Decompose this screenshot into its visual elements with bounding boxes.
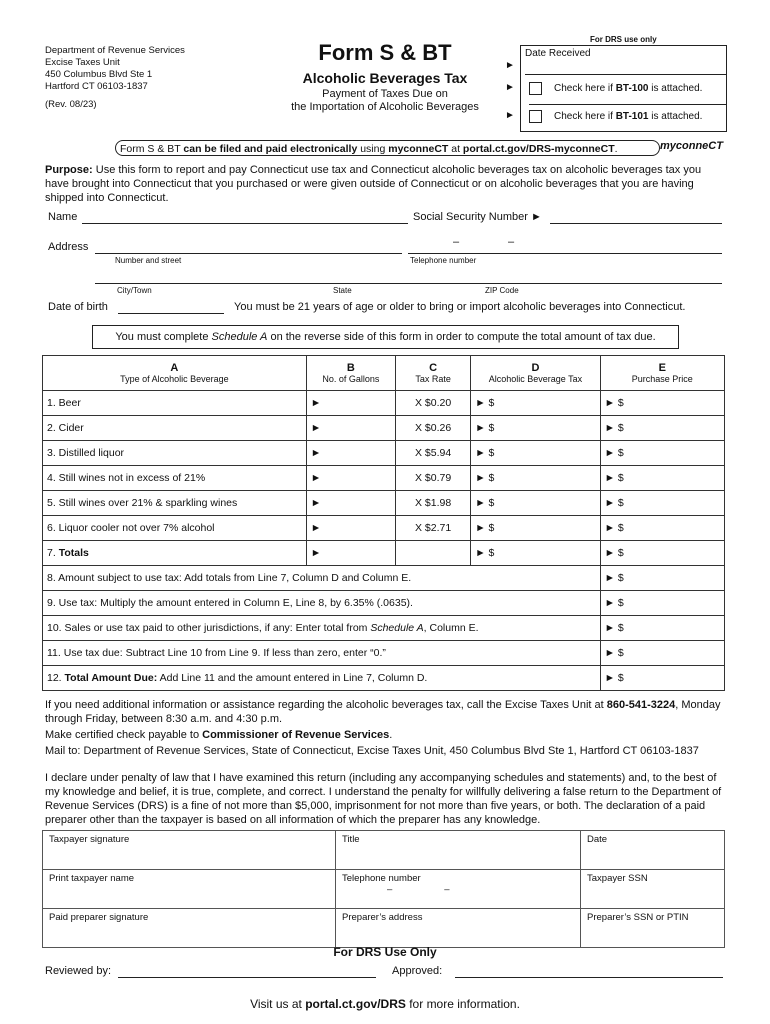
efile-text: at [448,143,463,155]
city-state-zip-field[interactable] [95,283,722,284]
info-paragraph [45,698,725,726]
col-label: Type of Alcoholic Beverage [120,374,229,384]
line-label [43,616,601,641]
signature-row [43,831,725,870]
payable-paragraph [45,728,725,742]
drs-box [520,45,727,132]
col-label: Purchase Price [631,374,693,384]
purchase-price-field[interactable]: ► $ [600,441,724,466]
totals-label: Totals [58,547,89,559]
bt101-text-end: is attached. [648,111,703,122]
dept-line: Hartford CT 06103-1837 [45,81,148,92]
col-letter: B [346,362,355,374]
note-italic: Schedule A [211,331,268,343]
footer [0,997,770,1011]
date-field[interactable]: Date [581,831,725,870]
tax-rate: X $0.79 [396,466,471,491]
row-label: 6. Liquor cooler not over 7% alcohol [43,516,307,541]
col-label: Tax Rate [415,374,451,384]
table-row [43,391,725,416]
line-text: , Column E. [423,622,479,634]
efile-banner [115,140,660,156]
tax-rate: X $0.20 [396,391,471,416]
line-text: 10. Sales or use tax paid to other jurisdictions, if any: Enter total from [47,622,371,634]
line-11-row [43,641,725,666]
arrow-icon: ► [505,60,515,71]
purpose-label: Purpose: [45,164,93,176]
preparer-signature-field[interactable]: Paid preparer signature [43,909,336,948]
dob-label: Date of birth [48,301,108,313]
row-label: 2. Cider [43,416,307,441]
approved-label: Approved: [392,965,443,977]
line-label: 8. Amount subject to use tax: Add totals from Line 7, Column D and Column E. [43,566,601,591]
tax-rate: X $1.98 [396,491,471,516]
name-label: Name [48,211,78,223]
bt100-text-end: is attached. [648,83,703,94]
purpose-text [45,163,725,205]
line-label: 9. Use tax: Multiply the amount entered in Column E, Line 8, by 6.35% (.0635). [43,591,601,616]
line-label: 11. Use tax due: Subtract Line 10 from Line 9. If less than zero, enter “0.” [43,641,601,666]
row-label: 3. Distilled liquor [43,441,307,466]
schedule-a-note [92,325,679,349]
tax-rate: X $0.26 [396,416,471,441]
mail-paragraph: Mail to: Department of Revenue Services, State of Connecticut, Excise Taxes Unit, 450 Columbus Blvd Ste 1, Hartford CT 06103-1837 [45,745,699,757]
dept-line: 450 Columbus Blvd Ste 1 [45,69,153,80]
table-row [43,441,725,466]
table-row [43,491,725,516]
line-bold: Total Amount Due: [64,672,158,684]
bt101-text: Check here if [554,111,616,122]
line-italic: Schedule A [370,622,424,634]
beverage-tax-total-field[interactable]: ► $ [471,541,600,566]
info-text: , Monday through Friday, between 8:30 a.m. and 4:30 p.m. [45,699,721,725]
line-11-field[interactable]: ► $ [600,641,724,666]
note-text: You must complete [115,331,212,343]
col-letter: A [170,362,179,374]
bt101-row [529,104,726,129]
dob-field[interactable] [118,313,224,314]
dept-line: Department of Revenue Services [45,45,185,56]
beverage-tax-field[interactable]: ► $ [471,491,600,516]
payee: Commissioner of Revenue Services [202,729,390,741]
gallons-field[interactable]: ► [306,391,395,416]
efile-bold: myconneCT [388,143,449,155]
col-letter: D [531,362,540,374]
line-10-field[interactable]: ► $ [600,616,724,641]
line-text: 12. [47,672,65,684]
drs-use-label: For DRS use only [590,35,657,44]
phone-dash: – [508,236,515,248]
bt100-form: BT-100 [615,83,649,94]
purpose-body: Use this form to report and pay Connecticut use tax and Connecticut alcoholic beverages tax on alcoholic beverages tax you have brought into Connecticut that you purchased or were given outside of Connecticut or on alcoholic beverages that you are having shipped into Connecticut. [45,164,702,204]
line-9-row [43,591,725,616]
line-9-field[interactable]: ► $ [600,591,724,616]
gallons-field[interactable]: ► [306,466,395,491]
reviewed-label: Reviewed by: [45,965,112,977]
description-line: Payment of Taxes Due on [322,88,448,100]
purchase-price-field[interactable]: ► $ [600,516,724,541]
col-letter: E [658,362,666,374]
purchase-price-total-field[interactable]: ► $ [600,541,724,566]
phone-dash: – [444,884,450,895]
line-8-field[interactable]: ► $ [600,566,724,591]
header-col-b [306,356,395,391]
efile-bold: can be filed and paid electronically [183,143,358,155]
line-12-row [43,666,725,691]
header-col-a [43,356,307,391]
name-field[interactable] [82,223,408,224]
row-label: 4. Still wines not in excess of 21% [43,466,307,491]
info-text: Make certified check payable to [45,729,203,741]
row-label [43,541,307,566]
signature-row [43,870,725,909]
info-text: If you need additional information or assistance regarding the alcoholic beverages tax, call the Excise Taxes Unit at [45,699,607,711]
signature-row [43,909,725,948]
form-subtitle: Alcoholic Beverages Tax [302,70,468,86]
state-caption: State [333,286,352,295]
empty-cell [396,541,471,566]
tax-table [42,355,725,691]
beverage-tax-field[interactable]: ► $ [471,391,600,416]
taxpayer-signature-field[interactable]: Taxpayer signature [43,831,336,870]
beverage-tax-field[interactable]: ► $ [471,416,600,441]
line-10-row [43,616,725,641]
approved-field[interactable] [455,977,723,978]
line-label [43,666,601,691]
note-text: on the reverse side of this form in order to compute the total amount of tax due. [267,331,656,343]
purchase-price-field[interactable]: ► $ [600,466,724,491]
myconnect-logo: myconneCT [660,140,723,152]
zip-caption: ZIP Code [485,286,519,295]
line-text: Add Line 11 and the amount entered in Line 7, Column D. [157,672,428,684]
col-label: Alcoholic Beverage Tax [488,374,583,384]
beverage-tax-field[interactable]: ► $ [471,516,600,541]
taxpayer-ssn-field[interactable]: Taxpayer SSN [581,870,725,909]
age-note: You must be 21 years of age or older to bring or import alcoholic beverages into Connecticut. [234,301,686,313]
table-row [43,466,725,491]
address-label: Address [48,241,89,253]
purchase-price-field[interactable]: ► $ [600,491,724,516]
beverage-tax-field[interactable]: ► $ [471,441,600,466]
bt101-form: BT-101 [615,111,649,122]
table-header-row [43,356,725,391]
beverage-tax-field[interactable]: ► $ [471,466,600,491]
city-caption: City/Town [117,286,152,295]
efile-text: using [357,143,389,155]
col-letter: C [429,362,438,374]
gallons-field[interactable]: ► [306,416,395,441]
efile-link[interactable]: portal.ct.gov/DRS-myconneCT [462,143,615,155]
footer-text: Visit us at [250,997,306,1011]
form-title: Form S & BT [318,40,452,65]
row-label: 5. Still wines over 21% & sparkling wines [43,491,307,516]
dept-line: Excise Taxes Unit [45,57,120,68]
gallons-field[interactable]: ► [306,491,395,516]
preparer-ssn-field[interactable]: Preparer’s SSN or PTIN [581,909,725,948]
print-name-field[interactable]: Print taxpayer name [43,870,336,909]
info-text: . [389,729,393,741]
declaration: I declare under penalty of law that I have examined this return (including any accompanying schedules and statements) and, to the best of my knowledge and belief, it is true, complete, and correct. I understand the penalty for willfully delivering a false return to the Department of Revenue Services (DRS) is a fine of not more than $5,000, imprisonment for not more than five years, or both. The declaration of a paid preparer other than the taxpayer is based on all information of which the preparer has any knowledge. [45,772,722,826]
totals-num: 7. [47,547,59,559]
line-12-field[interactable]: ► $ [600,666,724,691]
date-received-field[interactable] [525,48,726,75]
tax-rate: X $2.71 [396,516,471,541]
ssn-field[interactable] [550,223,722,224]
header-col-c [396,356,471,391]
phone-dash: – [387,884,393,895]
telephone-caption: Telephone number [410,256,477,265]
gallons-total-field[interactable]: ► [306,541,395,566]
purchase-price-field[interactable]: ► $ [600,391,724,416]
title-field[interactable]: Title [336,831,581,870]
tax-rate: X $5.94 [396,441,471,466]
ssn-label: Social Security Number ► [413,211,542,223]
line-8-row [43,566,725,591]
telephone-field[interactable] [408,253,722,254]
footer-text: for more information. [405,997,520,1011]
footer-link[interactable]: portal.ct.gov/DRS [305,997,406,1011]
bt100-checkbox[interactable] [529,82,542,95]
header-col-e [600,356,724,391]
col-label: No. of Gallons [322,374,380,384]
efile-text: . [614,143,618,155]
signature-telephone-field[interactable] [336,870,581,909]
address-street-field[interactable] [95,253,402,254]
bt100-row [529,78,734,100]
bt101-checkbox[interactable] [529,110,542,123]
totals-row [43,541,725,566]
gallons-field[interactable]: ► [306,516,395,541]
table-row [43,416,725,441]
table-row [43,516,725,541]
gallons-field[interactable]: ► [306,441,395,466]
row-label: 1. Beer [43,391,307,416]
efile-text: Form S & BT [120,143,184,155]
date-received-label: Date Received [525,48,591,59]
phone-number: 860-541-3224 [606,699,676,711]
bt100-text: Check here if [554,83,616,94]
reviewed-field[interactable] [118,977,376,978]
preparer-address-field[interactable]: Preparer’s address [336,909,581,948]
signature-table [42,830,725,948]
telephone-label: Telephone number [342,873,421,884]
drs-use-title: For DRS Use Only [333,945,437,959]
arrow-icon: ► [505,82,515,93]
phone-dash: – [453,236,460,248]
number-street-caption: Number and street [115,256,182,265]
description-line: the Importation of Alcoholic Beverages [291,101,479,113]
arrow-icon: ► [505,110,515,121]
revision: (Rev. 08/23) [45,99,97,110]
purchase-price-field[interactable]: ► $ [600,416,724,441]
header-col-d [471,356,600,391]
